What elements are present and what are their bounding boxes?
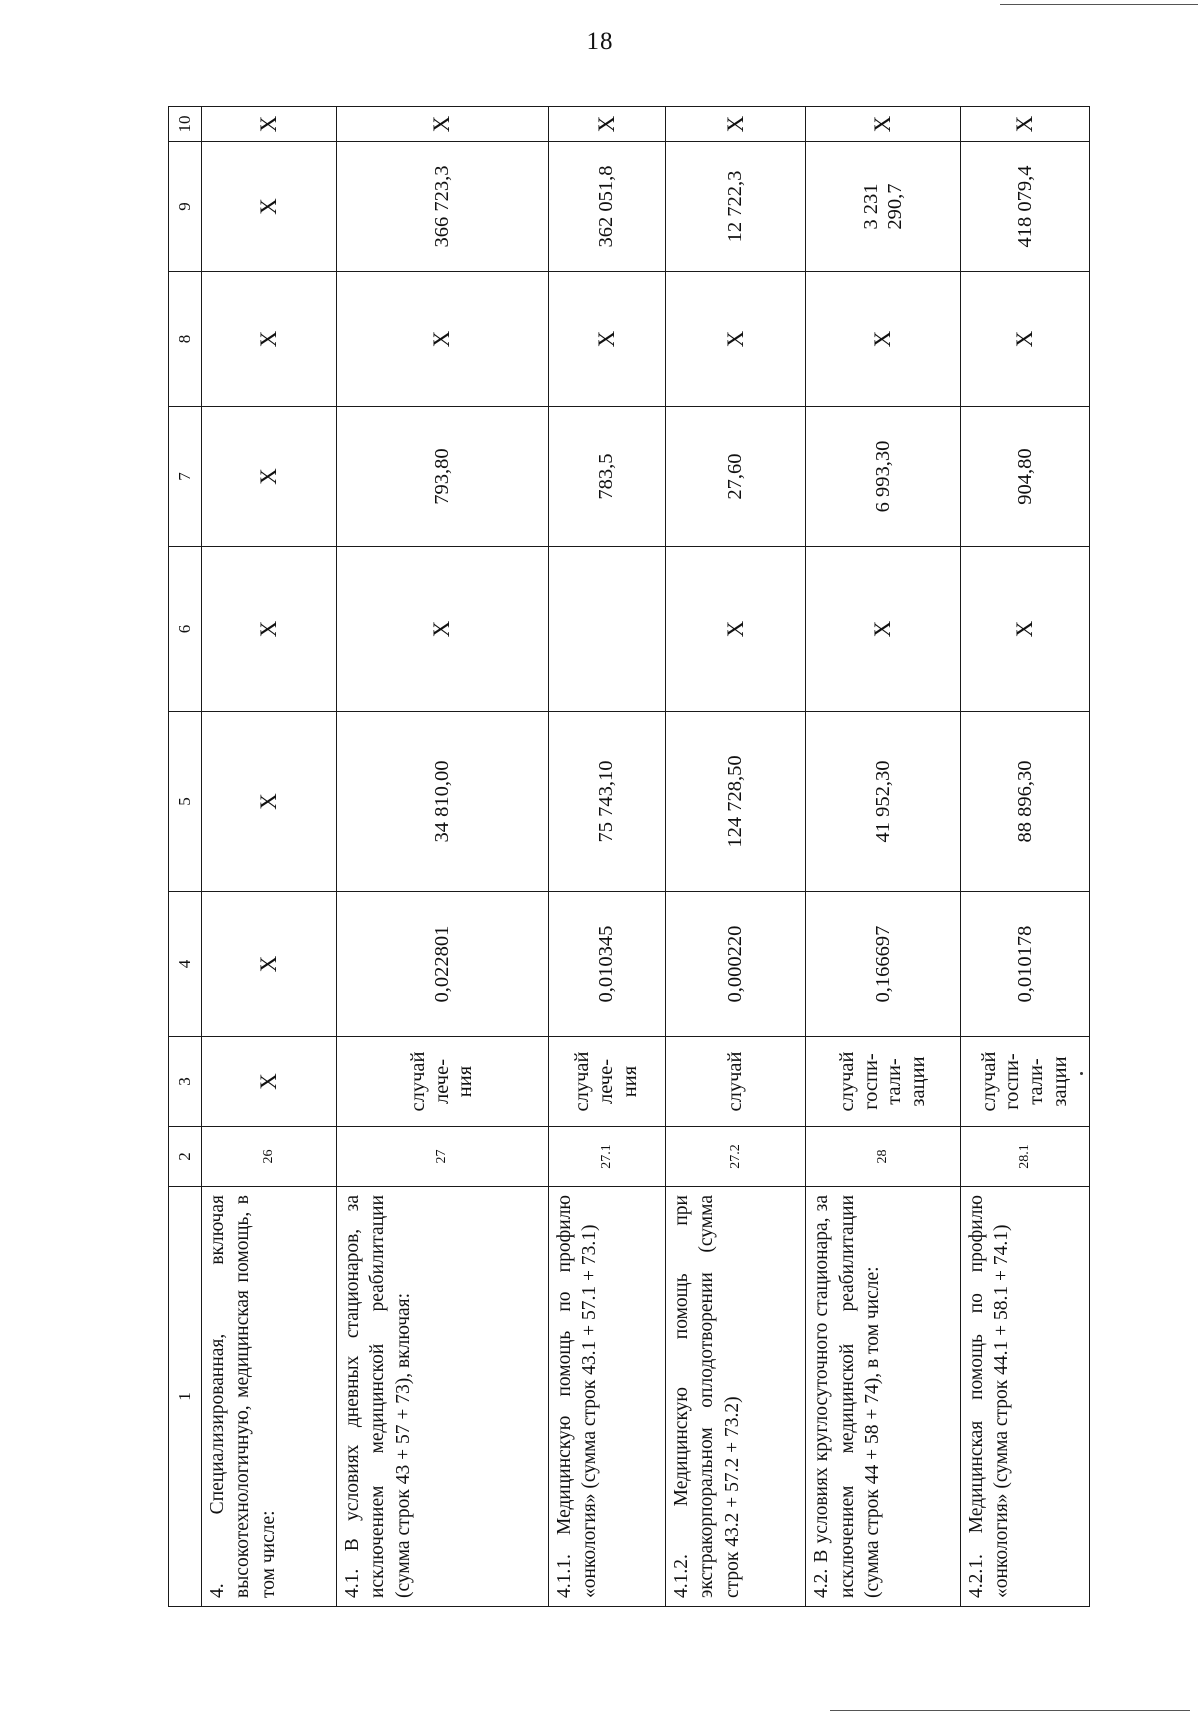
- table-row: [548, 107, 666, 1607]
- row-cell-10: X: [961, 107, 1090, 142]
- table-row: [202, 107, 337, 1607]
- rotated-table-container: [168, 107, 1090, 1607]
- row-cell-7: 783,5: [548, 407, 666, 547]
- table-row: [806, 107, 961, 1607]
- row-cell-5: 88 896,30: [961, 712, 1090, 892]
- header-cell-4: 4: [169, 892, 202, 1037]
- row-unit: [337, 1037, 548, 1127]
- unit-text: случай лече- ния: [571, 1051, 641, 1112]
- row-cell-7: 904,80: [961, 407, 1090, 547]
- row-cell-6: X: [961, 547, 1090, 712]
- row-cell-10: X: [666, 107, 806, 142]
- data-table: [168, 106, 1090, 1607]
- table-row: [337, 107, 548, 1607]
- row-cell-4: X: [202, 892, 337, 1037]
- row-cell-7: 27,60: [666, 407, 806, 547]
- row-cell-9: 418 079,4: [961, 142, 1090, 272]
- row-cell-8: X: [806, 272, 961, 407]
- table-row: [961, 107, 1090, 1607]
- row-cell-9: 362 051,8: [548, 142, 666, 272]
- split-value: 3 231 290,7: [859, 183, 907, 230]
- scan-edge-top: [1000, 4, 1198, 5]
- header-cell-1: 1: [169, 1187, 202, 1607]
- header-cell-9: 9: [169, 142, 202, 272]
- row-cell-4: 0,166697: [806, 892, 961, 1037]
- header-cell-7: 7: [169, 407, 202, 547]
- header-cell-3: 3: [169, 1037, 202, 1127]
- row-cell-8: X: [961, 272, 1090, 407]
- row-unit: [961, 1037, 1090, 1127]
- row-cell-8: X: [337, 272, 548, 407]
- row-cell-10: X: [202, 107, 337, 142]
- row-line-number: 27.1: [548, 1127, 666, 1187]
- header-cell-10: 10: [169, 107, 202, 142]
- row-description: 4.1.1. Медицинскую помощь по профилю «онкология» (сумма строк 43.1 + 57.1 + 73.1): [548, 1187, 666, 1607]
- header-cell-5: 5: [169, 712, 202, 892]
- row-cell-8: X: [666, 272, 806, 407]
- page-number: 18: [586, 28, 614, 55]
- row-cell-10: X: [337, 107, 548, 142]
- row-cell-6: X: [666, 547, 806, 712]
- row-cell-8: X: [548, 272, 666, 407]
- row-cell-6: X: [806, 547, 961, 712]
- row-description: 4.1.2. Медицинскую помощь при экстракорпоральном оплодотворении (сумма строк 43.2 + 57.2 + 73.2): [666, 1187, 806, 1607]
- row-cell-9: X: [202, 142, 337, 272]
- row-line-number: 28: [806, 1127, 961, 1187]
- unit-text: случай госпи- тали- зации: [836, 1051, 929, 1112]
- header-cell-8: 8: [169, 272, 202, 407]
- row-cell-4: 0,010178: [961, 892, 1090, 1037]
- row-cell-5: X: [202, 712, 337, 892]
- row-cell-5: 34 810,00: [337, 712, 548, 892]
- header-row: [169, 107, 202, 1607]
- unit-text: случай госпи- тали- зации: [977, 1051, 1071, 1112]
- row-line-number: 26: [202, 1127, 337, 1187]
- row-unit: [202, 1037, 337, 1127]
- row-cell-4: 0,022801: [337, 892, 548, 1037]
- unit-text: случай: [723, 1051, 746, 1112]
- row-cell-10: X: [806, 107, 961, 142]
- unit-text: случай лече- ния: [406, 1051, 477, 1112]
- row-cell-9: [806, 142, 961, 272]
- row-description: 4. Специализированная, включая высокотехнологичную, медицинская помощь, в том числе:: [202, 1187, 337, 1607]
- row-line-number: 28.1: [961, 1127, 1090, 1187]
- unit-text: X: [256, 1073, 282, 1090]
- row-description: 4.2.1. Медицинская помощь по профилю «онкология» (сумма строк 44.1 + 58.1 + 74.1): [961, 1187, 1090, 1607]
- row-unit: [806, 1037, 961, 1127]
- header-cell-2: 2: [169, 1127, 202, 1187]
- row-cell-7: 6 993,30: [806, 407, 961, 547]
- scan-edge-bottom: [830, 1710, 1190, 1711]
- row-description: 4.1. В условиях дневных стационаров, за исключением медицинской реабилитации (сумма строк 43 + 57 + 73), включая:: [337, 1187, 548, 1607]
- row-cell-4: 0,000220: [666, 892, 806, 1037]
- row-line-number: 27: [337, 1127, 548, 1187]
- row-cell-6: X: [202, 547, 337, 712]
- row-cell-8: X: [202, 272, 337, 407]
- row-cell-7: X: [202, 407, 337, 547]
- row-cell-7: 793,80: [337, 407, 548, 547]
- row-description: 4.2. В условиях круглосуточного стационара, за исключением медицинской реабилитации (сумма строк 44 + 58 + 74), в том числе:: [806, 1187, 961, 1607]
- row-unit: [548, 1037, 666, 1127]
- row-cell-6: X: [337, 547, 548, 712]
- row-cell-6: [548, 547, 666, 712]
- row-cell-5: 124 728,50: [666, 712, 806, 892]
- row-cell-4: 0,010345: [548, 892, 666, 1037]
- row-line-number: 27.2: [666, 1127, 806, 1187]
- row-cell-10: X: [548, 107, 666, 142]
- header-cell-6: 6: [169, 547, 202, 712]
- row-cell-5: 41 952,30: [806, 712, 961, 892]
- table-row: [666, 107, 806, 1607]
- row-cell-9: 366 723,3: [337, 142, 548, 272]
- row-unit: [666, 1037, 806, 1127]
- row-cell-5: 75 743,10: [548, 712, 666, 892]
- row-cell-9: 12 722,3: [666, 142, 806, 272]
